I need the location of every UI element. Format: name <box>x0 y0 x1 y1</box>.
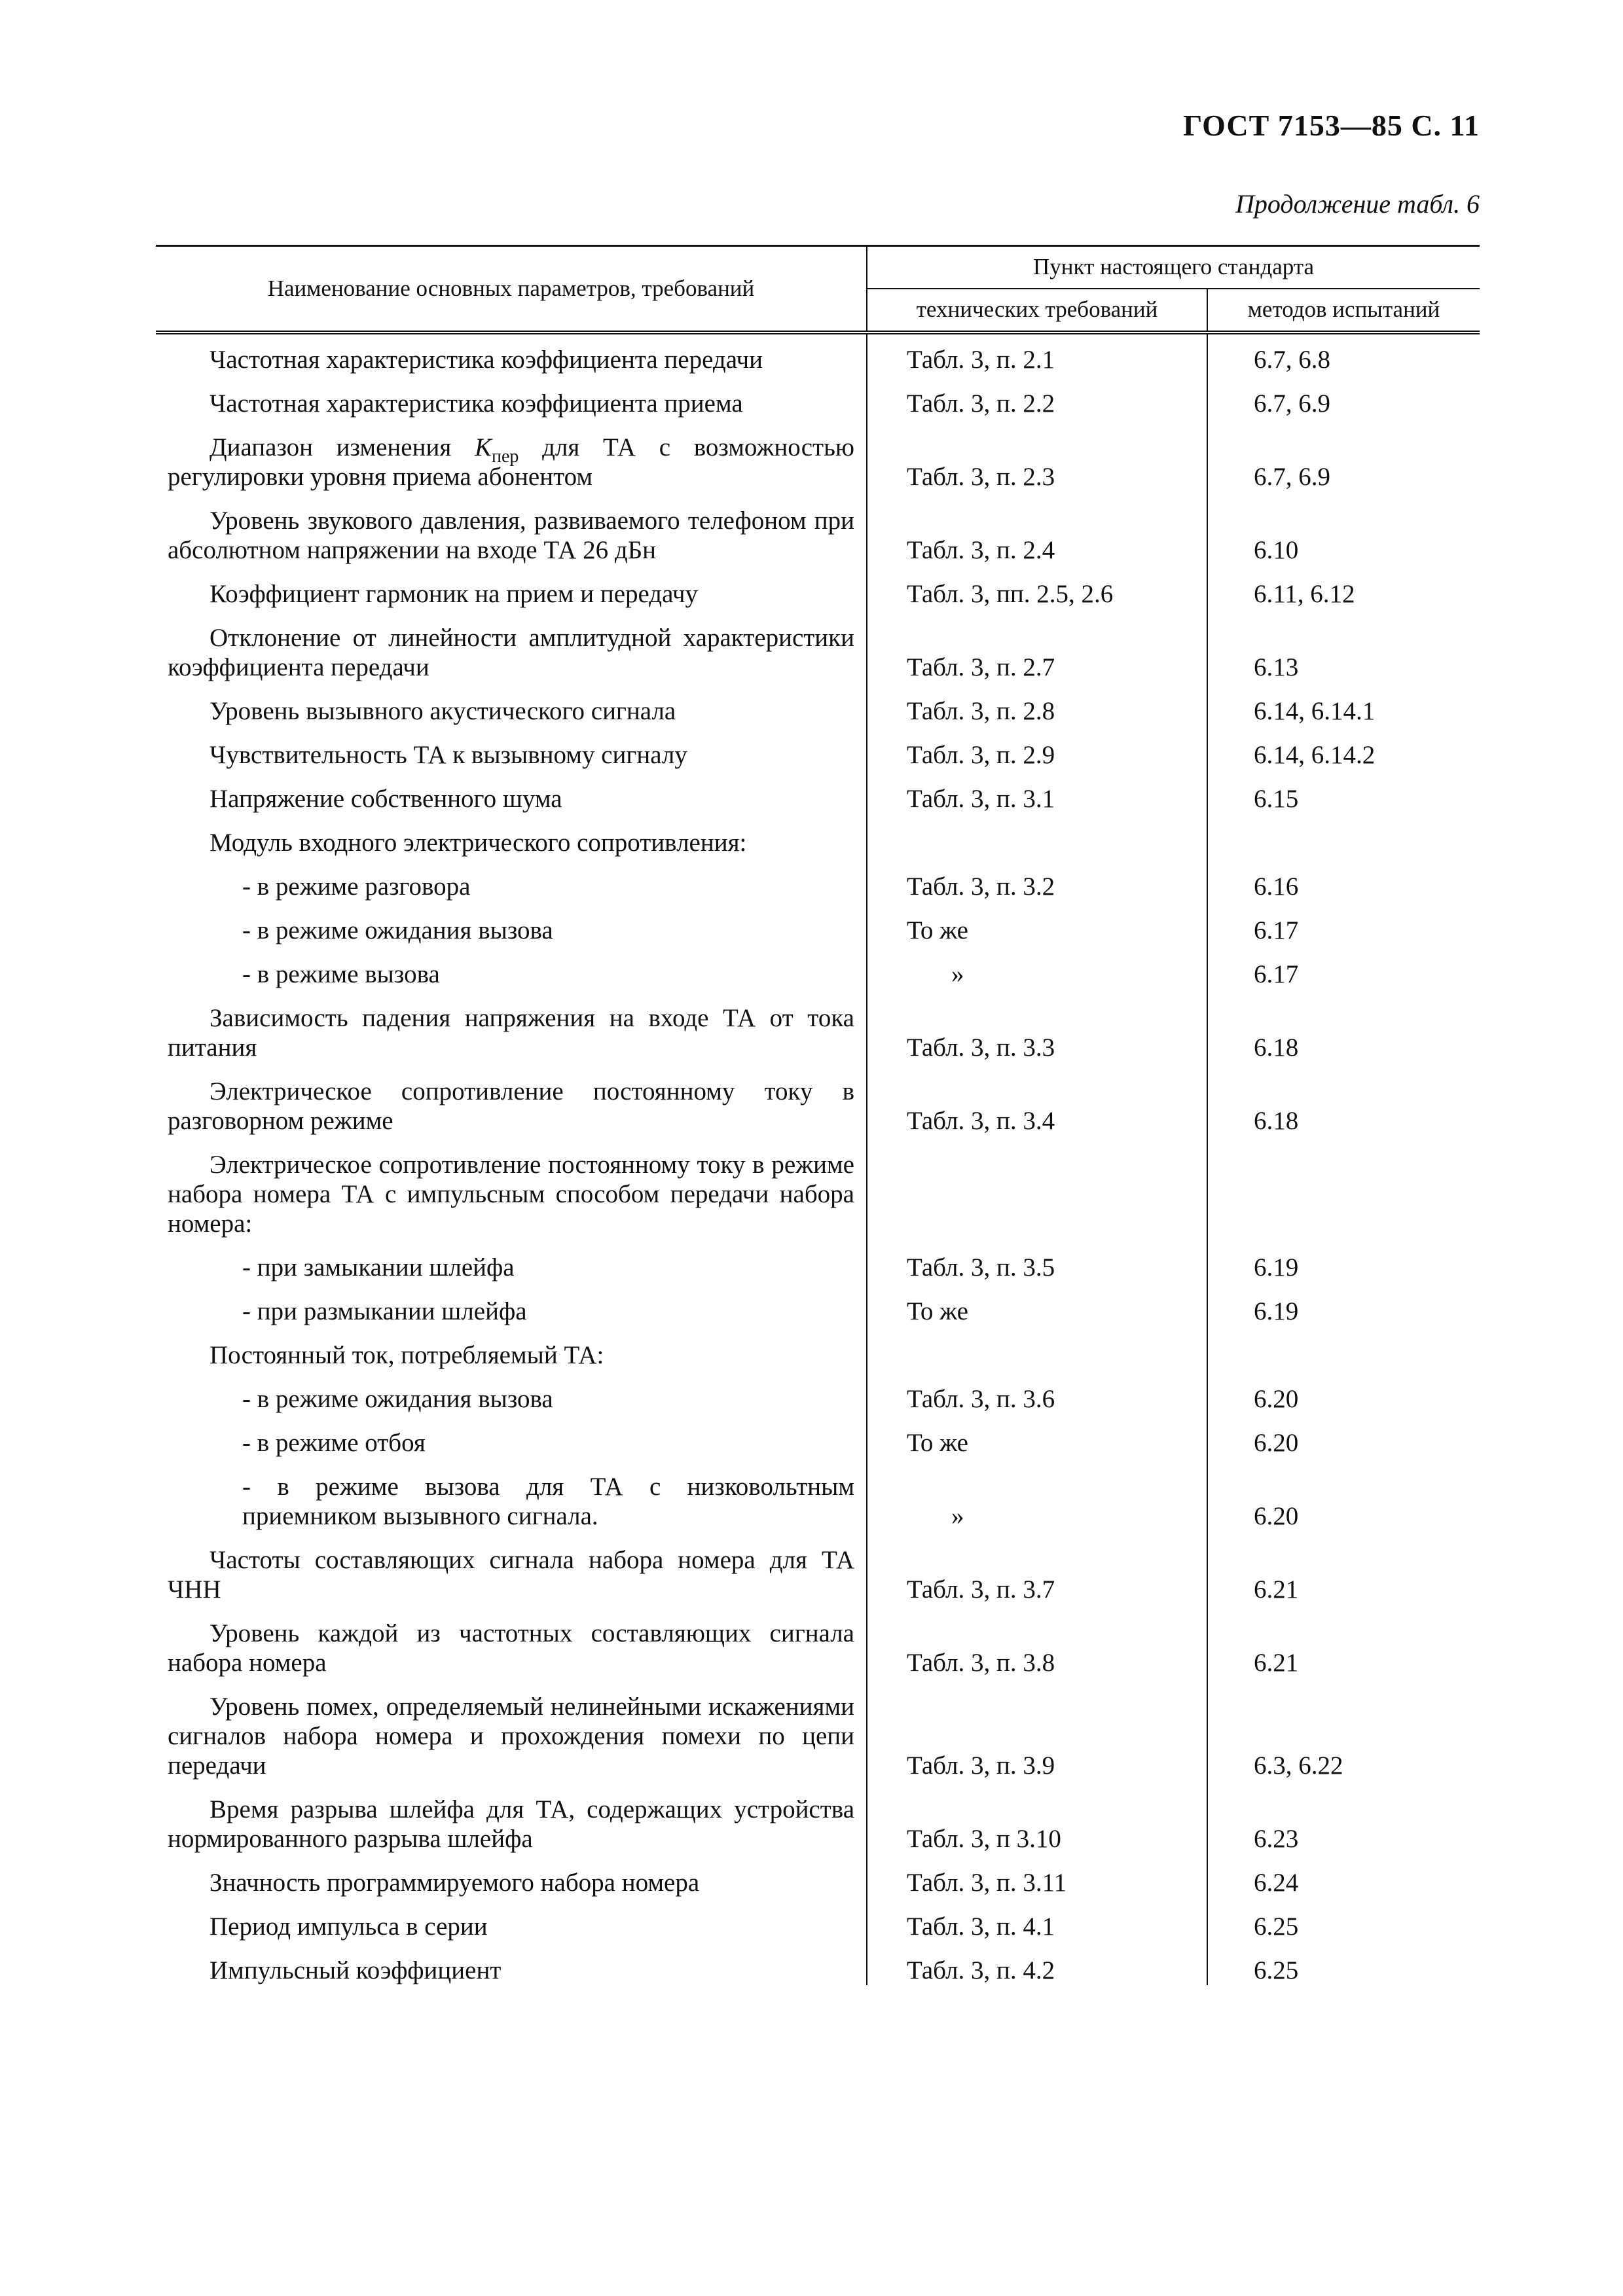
param-text: - в режиме разговора <box>242 872 471 901</box>
param-text: Значность программируемого набора номера <box>210 1869 700 1897</box>
method-ref <box>1207 1136 1480 1238</box>
param-text: - в режиме вызова для ТА с низковольтным приемником вызывного сигнала. <box>242 1473 854 1530</box>
param-text: Электрическое сопротивление постоянному току в разговорном режиме <box>168 1077 854 1135</box>
param-text: Время разрыва шлейфа для ТА, содержащих устройства нормированного разрыва шлейфа <box>168 1795 854 1853</box>
table-row <box>156 814 1480 857</box>
method-ref: 6.14, 6.14.1 <box>1254 697 1376 725</box>
table-row <box>156 1136 1480 1238</box>
col-header-standard-clause: Пункт настоящего стандарта <box>867 246 1480 289</box>
param-text: Уровень каждой из частотных составляющих сигнала набора номера <box>168 1619 854 1677</box>
tech-ref: Табл. 3, п. 3.4 <box>867 1062 1207 1136</box>
table-body <box>156 332 1480 1985</box>
table-row <box>156 1897 1480 1941</box>
table-row <box>156 374 1480 418</box>
table-row <box>156 1282 1480 1326</box>
param-text: Модуль входного электрического сопротивления: <box>210 829 747 857</box>
method-ref: 6.21 <box>1254 1575 1299 1604</box>
param-text: - в режиме ожидания вызова <box>242 1385 553 1413</box>
col-header-test-methods: методов испытаний <box>1207 289 1480 332</box>
method-ref <box>1207 814 1480 857</box>
col-header-technical-requirements: технических требований <box>867 289 1207 332</box>
method-ref: 6.20 <box>1254 1385 1299 1413</box>
parameters-table <box>156 245 1480 1985</box>
tech-ref: Табл. 3, п. 3.1 <box>867 770 1207 814</box>
method-ref: 6.23 <box>1254 1825 1299 1853</box>
table-row <box>156 1677 1480 1780</box>
tech-ref: Табл. 3, п. 3.2 <box>867 857 1207 901</box>
tech-ref: Табл. 3, п. 2.2 <box>867 374 1207 418</box>
tech-ref: Табл. 3, п. 3.8 <box>867 1604 1207 1677</box>
method-ref: 6.24 <box>1254 1869 1299 1897</box>
param-text: Зависимость падения напряжения на входе ТА от тока питания <box>168 1004 854 1062</box>
tech-ref: Табл. 3, п. 3.5 <box>867 1238 1207 1282</box>
tech-ref: Табл. 3, п. 4.1 <box>867 1897 1207 1941</box>
method-ref: 6.17 <box>1254 916 1299 944</box>
param-text: Импульсный коэффициент <box>210 1956 501 1984</box>
tech-ref <box>867 1326 1207 1370</box>
table-row <box>156 901 1480 945</box>
tech-ref: Табл. 3, п. 3.7 <box>867 1531 1207 1604</box>
parameters-table-container <box>156 245 1480 1985</box>
method-ref: 6.25 <box>1254 1956 1299 1984</box>
method-ref: 6.7, 6.9 <box>1254 389 1330 418</box>
table-row <box>156 770 1480 814</box>
table-row <box>156 1370 1480 1414</box>
param-text: Отклонение от линейности амплитудной характеристики коэффициента передачи <box>168 624 854 681</box>
table-row <box>156 1238 1480 1282</box>
param-text: Частотная характеристика коэффициента передачи <box>210 346 763 374</box>
method-ref: 6.3, 6.22 <box>1254 1751 1343 1780</box>
method-ref: 6.20 <box>1254 1429 1299 1457</box>
tech-ref: То же <box>867 901 1207 945</box>
param-text: Уровень звукового давления, развиваемого телефоном при абсолютном напряжении на входе ТА 26 дБн <box>168 507 854 564</box>
param-text: - в режиме отбоя <box>242 1429 426 1457</box>
param-text-part: Диапазон изменения <box>210 433 475 461</box>
method-ref: 6.7, 6.8 <box>1254 346 1330 374</box>
method-ref: 6.13 <box>1254 653 1299 681</box>
tech-ref: То же <box>867 1414 1207 1458</box>
method-ref: 6.7, 6.9 <box>1254 463 1330 491</box>
param-text: - при замыкании шлейфа <box>242 1253 515 1282</box>
method-ref: 6.18 <box>1254 1107 1299 1135</box>
method-ref: 6.18 <box>1254 1033 1299 1062</box>
table-row <box>156 1854 1480 1897</box>
param-text: - при размыкании шлейфа <box>242 1297 527 1325</box>
tech-ref <box>867 814 1207 857</box>
method-ref: 6.20 <box>1254 1502 1299 1530</box>
param-text-part: для ТА с возможностью регулировки уровня приема абонентом <box>168 433 855 491</box>
tech-ref: Табл. 3, п. 2.9 <box>867 726 1207 770</box>
tech-ref: Табл. 3, пп. 2.5, 2.6 <box>867 565 1207 609</box>
tech-ref: Табл. 3, п. 2.4 <box>867 492 1207 565</box>
tech-ref: Табл. 3, п. 3.11 <box>867 1854 1207 1897</box>
table-row <box>156 1941 1480 1985</box>
tech-ref: Табл. 3, п. 3.9 <box>867 1677 1207 1780</box>
param-text: Коэффициент гармоник на прием и передачу <box>210 580 699 608</box>
method-ref: 6.15 <box>1254 785 1299 813</box>
table-row <box>156 609 1480 682</box>
method-ref: 6.11, 6.12 <box>1254 580 1355 608</box>
table-row <box>156 1458 1480 1531</box>
table-row <box>156 989 1480 1062</box>
tech-ref: » <box>867 1458 1207 1531</box>
tech-ref: Табл. 3, п. 2.7 <box>867 609 1207 682</box>
table-row <box>156 857 1480 901</box>
tech-ref: То же <box>867 1282 1207 1326</box>
table-row <box>156 1531 1480 1604</box>
param-text-k-range <box>168 433 854 492</box>
table-row <box>156 332 1480 374</box>
table-row <box>156 1414 1480 1458</box>
param-text: Электрическое сопротивление постоянному току в режиме набора номера ТА с импульсным способом передачи набора номера: <box>168 1151 854 1238</box>
tech-ref: Табл. 3, п. 2.1 <box>867 332 1207 374</box>
tech-ref: Табл. 3, п. 2.8 <box>867 682 1207 726</box>
param-text: Уровень вызывного акустического сигнала <box>210 697 676 725</box>
param-text: - в режиме ожидания вызова <box>242 916 553 944</box>
tech-ref: Табл. 3, п. 3.3 <box>867 989 1207 1062</box>
method-ref: 6.17 <box>1254 960 1299 988</box>
table-caption: Продолжение табл. 6 <box>1235 189 1480 219</box>
k-symbol: K <box>474 433 492 461</box>
method-ref <box>1207 1326 1480 1370</box>
table-row <box>156 418 1480 492</box>
table-row <box>156 492 1480 565</box>
k-subscript: пер <box>491 446 519 467</box>
tech-ref: Табл. 3, п. 2.3 <box>867 418 1207 492</box>
method-ref: 6.21 <box>1254 1649 1299 1677</box>
table-row <box>156 1780 1480 1854</box>
table-row <box>156 565 1480 609</box>
tech-ref <box>867 1136 1207 1238</box>
table-row <box>156 1062 1480 1136</box>
table-row <box>156 1326 1480 1370</box>
param-text: Напряжение собственного шума <box>210 785 562 813</box>
param-text: Период импульса в серии <box>210 1912 488 1941</box>
table-row <box>156 682 1480 726</box>
method-ref: 6.25 <box>1254 1912 1299 1941</box>
table-header <box>156 246 1480 333</box>
param-text: Частоты составляющих сигнала набора номера для ТА ЧНН <box>168 1546 854 1604</box>
tech-ref: » <box>867 945 1207 989</box>
param-text: Постоянный ток, потребляемый ТА: <box>210 1341 604 1369</box>
method-ref: 6.10 <box>1254 536 1299 564</box>
table-row <box>156 1604 1480 1677</box>
table-row <box>156 945 1480 989</box>
param-text: - в режиме вызова <box>242 960 440 988</box>
tech-ref: Табл. 3, п 3.10 <box>867 1780 1207 1854</box>
method-ref: 6.19 <box>1254 1253 1299 1282</box>
col-header-parameter: Наименование основных параметров, требований <box>156 246 867 333</box>
param-text: Уровень помех, определяемый нелинейными искажениями сигналов набора номера и прохождения помехи по цепи передачи <box>168 1693 854 1780</box>
param-text: Частотная характеристика коэффициента приема <box>210 389 743 418</box>
method-ref: 6.14, 6.14.2 <box>1254 741 1376 769</box>
table-row <box>156 726 1480 770</box>
tech-ref: Табл. 3, п. 3.6 <box>867 1370 1207 1414</box>
tech-ref: Табл. 3, п. 4.2 <box>867 1941 1207 1985</box>
page-header: ГОСТ 7153—85 С. 11 <box>1182 109 1480 142</box>
method-ref: 6.19 <box>1254 1297 1299 1325</box>
param-text: Чувствительность ТА к вызывному сигналу <box>210 741 687 769</box>
method-ref: 6.16 <box>1254 872 1299 901</box>
